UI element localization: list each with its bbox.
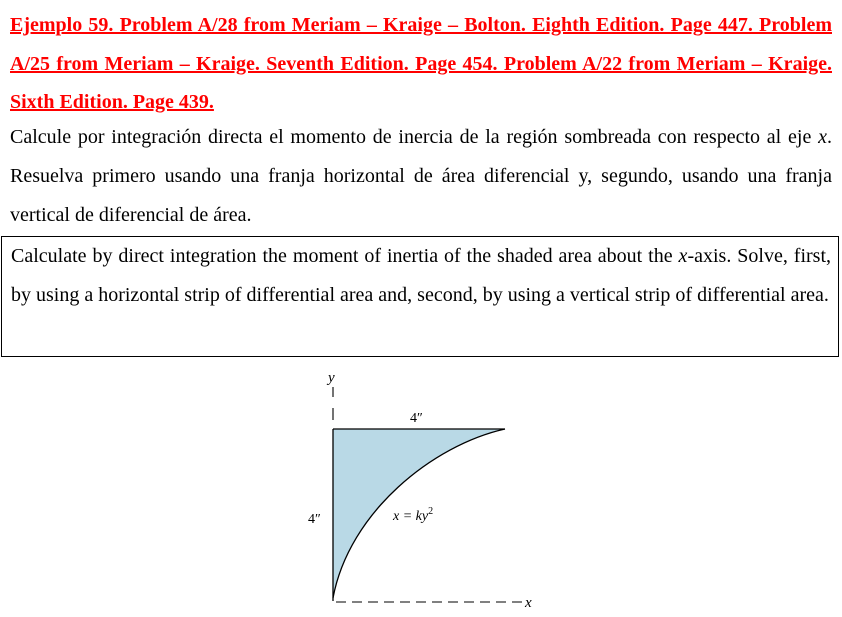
curve-equation-exponent: 2 bbox=[428, 506, 434, 517]
english-problem-statement bbox=[11, 237, 831, 315]
side-dimension-label: 4″ bbox=[308, 512, 321, 527]
shaded-area-figure bbox=[290, 365, 550, 615]
page-title: Ejemplo 59. Problem A/28 from Meriam – Kraige – Bolton. Eighth Edition. Page 447. Problem A/25 from Meriam – Kraige. Seventh Edition. Page 454. Problem A/22 from Meriam – Kraige. Sixth Edition. Page 439. bbox=[10, 14, 832, 113]
spanish-text-part-1: Calcule por integración directa el momento de inercia de la región sombreada con respecto al eje bbox=[10, 126, 819, 148]
curve-equation-label bbox=[392, 506, 433, 524]
english-problem-box bbox=[1, 236, 839, 357]
english-text-part-1: Calculate by direct integration the moment of inertia of the shaded area about the bbox=[11, 245, 679, 267]
spanish-x-variable: x bbox=[818, 126, 827, 148]
spanish-text-part-2: . Resuelva primero usando una franja horizontal de área diferencial y, segundo, usando una franja vertical de diferencial de área. bbox=[10, 126, 832, 226]
spanish-problem-statement bbox=[10, 118, 832, 235]
english-x-variable: x bbox=[678, 245, 688, 267]
top-dimension-label: 4″ bbox=[410, 411, 423, 426]
y-axis-label: y bbox=[328, 370, 335, 386]
curve-equation-main: x = ky bbox=[393, 509, 429, 524]
x-axis-label: x bbox=[525, 595, 532, 611]
english-text-part-2: -axis. Solve, first, by using a horizontal strip of differential area and, second, by using a vertical strip of differential area. bbox=[11, 245, 831, 306]
